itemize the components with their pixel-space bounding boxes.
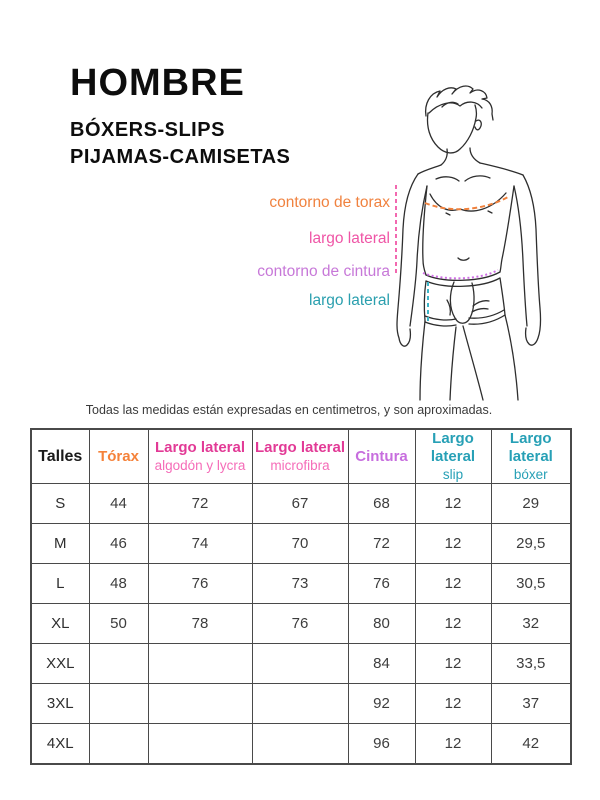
table-row-l	[31, 564, 571, 604]
figure-outline	[397, 86, 541, 400]
size-cell: 4XL	[31, 724, 89, 764]
cell: 12	[415, 644, 491, 684]
col-header-largo-lateral-boxer	[491, 429, 571, 484]
cell: 29	[491, 484, 571, 524]
cell: 12	[415, 564, 491, 604]
cell: 68	[348, 484, 415, 524]
subtitle-pijamas-camisetas: PIJAMAS-CAMISETAS	[70, 146, 291, 168]
cell: 74	[148, 524, 252, 564]
size-cell: XXL	[31, 644, 89, 684]
cell: 37	[491, 684, 571, 724]
cell: 78	[148, 604, 252, 644]
cell: 44	[89, 484, 148, 524]
cell: 30,5	[491, 564, 571, 604]
col-title: Largo lateral	[254, 439, 346, 456]
cell: 12	[415, 484, 491, 524]
cell	[252, 684, 348, 724]
cell: 92	[348, 684, 415, 724]
measurements-note: Todas las medidas están expresadas en centimetros, y son aproximadas.	[85, 403, 493, 417]
cell	[252, 644, 348, 684]
cell	[89, 684, 148, 724]
cell	[148, 684, 252, 724]
cell: 70	[252, 524, 348, 564]
cell: 84	[348, 644, 415, 684]
cell: 32	[491, 604, 571, 644]
table-row-m	[31, 524, 571, 564]
col-header-talles	[31, 429, 89, 484]
header-row	[31, 429, 571, 484]
cell	[148, 644, 252, 684]
cell: 76	[148, 564, 252, 604]
col-title: Cintura	[355, 447, 408, 465]
col-subtitle: slip	[442, 467, 464, 482]
col-subtitle: microfibra	[270, 458, 330, 473]
table-row-4xl	[31, 724, 571, 764]
col-header-torax	[89, 429, 148, 484]
col-title: Largo lateral	[508, 430, 553, 465]
table-row-xl	[31, 604, 571, 644]
col-header-cintura	[348, 429, 415, 484]
size-cell: 3XL	[31, 684, 89, 724]
col-header-largo-lateral-algodon	[148, 429, 252, 484]
cell	[89, 644, 148, 684]
cell: 67	[252, 484, 348, 524]
col-title: Largo lateral	[154, 439, 246, 456]
size-table	[30, 428, 572, 765]
col-title: Talles	[38, 447, 83, 465]
cell: 12	[415, 604, 491, 644]
col-subtitle: bóxer	[513, 467, 548, 482]
table-row-3xl	[31, 684, 571, 724]
cell	[148, 724, 252, 764]
cell: 12	[415, 684, 491, 724]
size-cell: XL	[31, 604, 89, 644]
cell: 33,5	[491, 644, 571, 684]
cell: 76	[348, 564, 415, 604]
subtitle-boxers-slips: BÓXERS-SLIPS	[70, 119, 225, 141]
cell	[89, 724, 148, 764]
cell: 96	[348, 724, 415, 764]
col-title: Tórax	[98, 447, 139, 465]
cell: 12	[415, 724, 491, 764]
label-contorno-de-cintura: contorno de cintura	[257, 263, 390, 280]
label-largo-lateral-prenda: largo lateral	[309, 230, 390, 247]
col-header-largo-lateral-slip	[415, 429, 491, 484]
page-title: HOMBRE	[70, 62, 245, 104]
size-cell: S	[31, 484, 89, 524]
cell: 50	[89, 604, 148, 644]
cell: 29,5	[491, 524, 571, 564]
label-largo-lateral-boxer: largo lateral	[309, 292, 390, 309]
col-subtitle: algodón y lycra	[154, 458, 246, 473]
table-row-xxl	[31, 644, 571, 684]
label-contorno-de-torax: contorno de torax	[269, 194, 390, 211]
cell: 73	[252, 564, 348, 604]
cell	[252, 724, 348, 764]
col-title: Largo lateral	[430, 430, 476, 465]
cell: 42	[491, 724, 571, 764]
cell: 72	[348, 524, 415, 564]
col-header-largo-lateral-microfibra	[252, 429, 348, 484]
size-cell: L	[31, 564, 89, 604]
size-cell: M	[31, 524, 89, 564]
cell: 46	[89, 524, 148, 564]
cell: 48	[89, 564, 148, 604]
cell: 72	[148, 484, 252, 524]
cell: 12	[415, 524, 491, 564]
cell: 80	[348, 604, 415, 644]
male-figure-illustration	[390, 82, 570, 402]
table-row-s	[31, 484, 571, 524]
cell: 76	[252, 604, 348, 644]
